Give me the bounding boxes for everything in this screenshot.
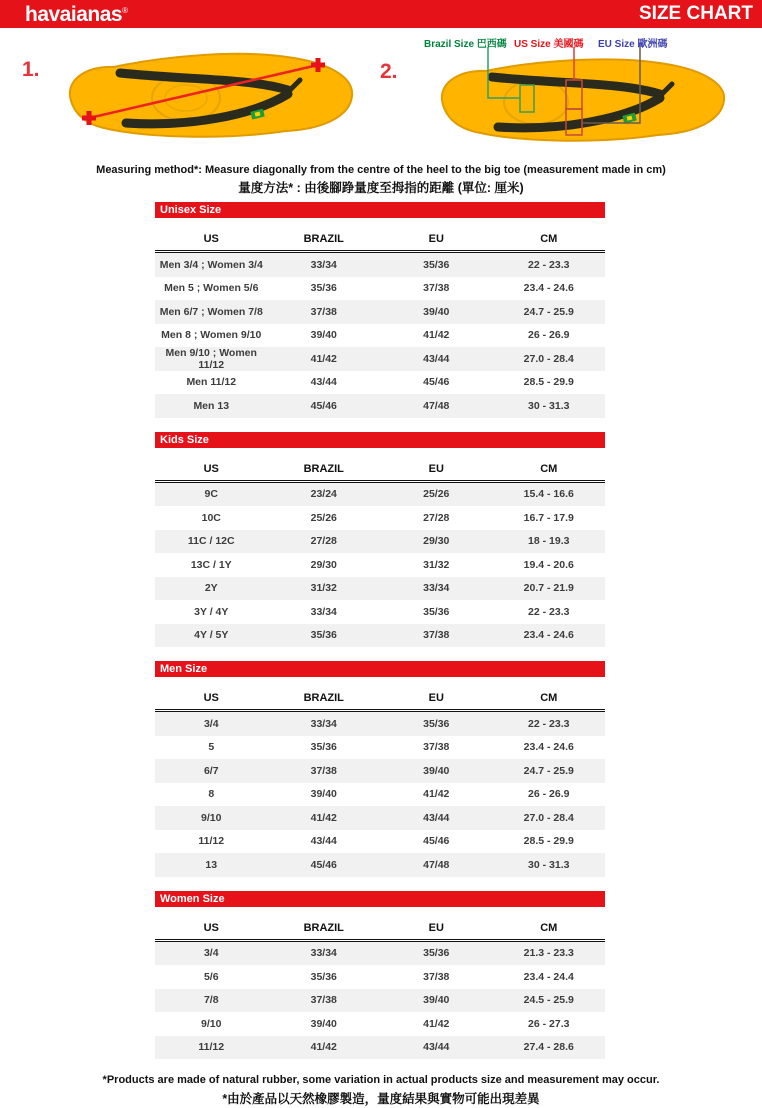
table-row xyxy=(155,712,605,736)
table-cell: 33/34 xyxy=(423,582,450,595)
table-row xyxy=(155,783,605,807)
table-cell: 27.0 - 28.4 xyxy=(523,352,574,365)
table-cell: 24.7 - 25.9 xyxy=(523,764,574,777)
table-cell: 5 xyxy=(208,741,215,754)
table-header-row xyxy=(155,690,605,712)
table-cell: 31/32 xyxy=(310,582,337,595)
flipflop-1-illustration xyxy=(0,34,372,152)
table-cell: 24.5 - 25.9 xyxy=(523,994,574,1007)
footnote-zh: *由於產品以天然橡膠製造，量度結果與實物可能出現差異 xyxy=(222,1092,540,1106)
table-cell: 27/28 xyxy=(423,511,450,524)
flipflop-sole xyxy=(442,59,724,140)
table-body xyxy=(155,253,605,418)
section-banner: Men Size xyxy=(155,661,605,677)
table-row xyxy=(155,942,605,966)
table-row xyxy=(155,806,605,830)
brazil-size-label: Brazil Size 巴西碼 xyxy=(424,39,507,50)
table-cell: 13C / 1Y xyxy=(190,558,232,571)
table-cell: 11C / 12C xyxy=(187,535,235,548)
column-header: US xyxy=(203,692,219,704)
table-cell: Men 5 ; Women 5/6 xyxy=(164,282,259,295)
table-cell: 30 - 31.3 xyxy=(528,858,570,871)
table-cell: 27.4 - 28.6 xyxy=(523,1041,574,1054)
table-cell: 18 - 19.3 xyxy=(528,535,570,548)
table-cell: 11/12 xyxy=(198,1041,225,1054)
table-row xyxy=(155,324,605,348)
table-cell: Men 6/7 ; Women 7/8 xyxy=(159,305,263,318)
table-cell: 35/36 xyxy=(310,282,337,295)
figure-diagonal-measure xyxy=(0,34,372,154)
table-cell: 35/36 xyxy=(310,629,337,642)
eu-size-label: EU Size 歐洲碼 xyxy=(598,39,668,50)
column-header: CM xyxy=(540,921,558,934)
table-cell: 35/36 xyxy=(423,947,450,960)
table-cell: 45/46 xyxy=(310,399,337,412)
table-row xyxy=(155,506,605,530)
flipflop-2-illustration xyxy=(400,34,750,152)
table-cell: 35/36 xyxy=(423,717,450,730)
table-cell: 24.7 - 25.9 xyxy=(523,305,574,318)
measuring-method-zh: 量度方法* : 由後腳踭量度至拇指的距離 (單位: 厘米) xyxy=(238,181,524,195)
table-cell: 16.7 - 17.9 xyxy=(523,511,574,524)
column-header: US xyxy=(203,462,219,475)
us-size-label: US Size 美國碼 xyxy=(514,39,584,50)
table-cell: 37/38 xyxy=(423,741,450,754)
table-cell: 22 - 23.3 xyxy=(528,717,570,730)
table-cell: 3/4 xyxy=(203,947,219,960)
table-cell: 11/12 xyxy=(198,835,225,848)
table-cell: 35/36 xyxy=(310,970,337,983)
table-cell: 43/44 xyxy=(423,811,450,824)
section-banner: Women Size xyxy=(155,891,605,907)
table-cell: 47/48 xyxy=(423,399,450,412)
table-cell: 41/42 xyxy=(423,1017,450,1030)
table-cell: 39/40 xyxy=(423,305,450,318)
table-row xyxy=(155,736,605,760)
table-cell: 15.4 - 16.6 xyxy=(523,488,574,501)
table-header-row xyxy=(155,461,605,483)
table-cell: 39/40 xyxy=(423,994,450,1007)
table-row xyxy=(155,483,605,507)
table-cell: 23.4 - 24.6 xyxy=(523,282,574,295)
column-header: EU xyxy=(428,692,444,704)
table-cell: 31/32 xyxy=(423,558,450,571)
table-cell: 39/40 xyxy=(310,1017,337,1030)
section-banner: Unisex Size xyxy=(155,202,605,218)
table-cell: 23.4 - 24.4 xyxy=(523,970,574,983)
measuring-method-en: Measuring method*: Measure diagonally from the centre of the heel to the big toe (measurement made in cm) xyxy=(96,164,666,176)
table-cell: 9C xyxy=(204,488,218,501)
logo-text: havaianas xyxy=(25,2,123,26)
table-cell: 19.4 - 20.6 xyxy=(523,558,574,571)
table-cell: 13 xyxy=(205,858,218,871)
table-cell: 45/46 xyxy=(423,835,450,848)
table-cell: 37/38 xyxy=(310,994,337,1007)
table-row xyxy=(155,371,605,395)
column-header: US xyxy=(203,233,219,245)
column-header: BRAZIL xyxy=(303,692,344,704)
table-header-row xyxy=(155,920,605,942)
column-header: CM xyxy=(540,692,558,704)
table-cell: 35/36 xyxy=(310,741,337,754)
table-cell: 41/42 xyxy=(423,788,450,801)
table-cell: 10C xyxy=(201,511,221,524)
size-table xyxy=(155,231,605,418)
table-cell: Men 11/12 xyxy=(186,376,237,389)
table-cell: 4Y / 5Y xyxy=(194,629,229,642)
size-table xyxy=(155,920,605,1060)
table-cell: 39/40 xyxy=(310,329,337,342)
table-cell: 27/28 xyxy=(310,535,337,548)
figure1-number: 1. xyxy=(22,58,40,81)
table-cell: 7/8 xyxy=(203,994,219,1007)
table-cell: 41/42 xyxy=(310,352,337,365)
table-cell: 26 - 27.3 xyxy=(528,1017,570,1030)
table-cell: 41/42 xyxy=(423,329,450,342)
table-cell: 3Y / 4Y xyxy=(194,605,229,618)
measurement-figures xyxy=(0,34,762,154)
size-table xyxy=(155,461,605,648)
table-cell: Men 9/10 ; Women 11/12 xyxy=(165,346,257,371)
measuring-method-note xyxy=(0,163,762,197)
table-row xyxy=(155,600,605,624)
table-cell: 29/30 xyxy=(310,558,337,571)
table-cell: 3/4 xyxy=(203,717,219,730)
table-cell: 23.4 - 24.6 xyxy=(523,741,574,754)
table-row xyxy=(155,300,605,324)
table-cell: 43/44 xyxy=(423,1041,450,1054)
table-cell: 9/10 xyxy=(201,1017,222,1030)
table-cell: 43/44 xyxy=(310,835,337,848)
table-row xyxy=(155,253,605,277)
table-cell: 39/40 xyxy=(310,788,337,801)
size-tables xyxy=(0,202,762,1059)
table-row xyxy=(155,965,605,989)
table-cell: 26 - 26.9 xyxy=(528,788,570,801)
table-cell: 41/42 xyxy=(310,1041,337,1054)
table-cell: 23/24 xyxy=(310,488,337,501)
column-header: BRAZIL xyxy=(303,462,344,475)
table-cell: 28.5 - 29.9 xyxy=(523,376,574,389)
table-cell: 41/42 xyxy=(310,811,337,824)
table-cell: 37/38 xyxy=(423,629,450,642)
table-cell: 9/10 xyxy=(201,811,222,824)
table-header-row xyxy=(155,231,605,253)
table-row xyxy=(155,347,605,371)
table-cell: 33/34 xyxy=(310,717,337,730)
table-row xyxy=(155,853,605,877)
table-cell: 23.4 - 24.6 xyxy=(523,629,574,642)
table-row xyxy=(155,394,605,418)
table-cell: 8 xyxy=(208,788,215,801)
table-cell: 28.5 - 29.9 xyxy=(523,835,574,848)
column-header: BRAZIL xyxy=(303,233,344,245)
column-header: BRAZIL xyxy=(303,921,344,934)
table-row xyxy=(155,830,605,854)
havaianas-logo xyxy=(25,4,127,25)
size-section xyxy=(155,891,605,1060)
table-body xyxy=(155,942,605,1060)
table-cell: 45/46 xyxy=(310,858,337,871)
table-cell: 33/34 xyxy=(310,947,337,960)
size-section xyxy=(155,432,605,648)
table-cell: 37/38 xyxy=(310,305,337,318)
table-cell: 26 - 26.9 xyxy=(528,329,570,342)
size-section xyxy=(155,661,605,877)
table-row xyxy=(155,553,605,577)
table-cell: 27.0 - 28.4 xyxy=(523,811,574,824)
table-cell: 45/46 xyxy=(423,376,450,389)
table-cell: Men 13 xyxy=(193,399,230,412)
table-cell: Men 3/4 ; Women 3/4 xyxy=(159,258,263,271)
section-banner: Kids Size xyxy=(155,432,605,448)
table-cell: 35/36 xyxy=(423,258,450,271)
table-cell: 37/38 xyxy=(423,970,450,983)
size-table xyxy=(155,690,605,877)
table-cell: 33/34 xyxy=(310,258,337,271)
table-cell: 2Y xyxy=(204,582,218,595)
table-body xyxy=(155,712,605,877)
column-header: CM xyxy=(540,462,558,475)
figure-size-locations xyxy=(372,34,762,154)
column-header: CM xyxy=(540,233,558,245)
footnote-en: *Products are made of natural rubber, some variation in actual products size and measurement may occur. xyxy=(102,1074,660,1086)
table-cell: 33/34 xyxy=(310,605,337,618)
page-title: SIZE CHART xyxy=(639,3,753,24)
table-row xyxy=(155,624,605,648)
table-cell: 37/38 xyxy=(423,282,450,295)
table-cell: 22 - 23.3 xyxy=(528,258,570,271)
header-bar xyxy=(0,0,762,28)
table-cell: 35/36 xyxy=(423,605,450,618)
table-row xyxy=(155,530,605,554)
table-cell: 30 - 31.3 xyxy=(528,399,570,412)
column-header: EU xyxy=(428,462,444,475)
table-cell: 21.3 - 23.3 xyxy=(523,947,574,960)
table-cell: 39/40 xyxy=(423,764,450,777)
table-row xyxy=(155,1036,605,1060)
table-body xyxy=(155,483,605,648)
table-row xyxy=(155,759,605,783)
column-header: EU xyxy=(428,921,444,934)
table-cell: 29/30 xyxy=(423,535,450,548)
table-row xyxy=(155,277,605,301)
figure2-number: 2. xyxy=(380,60,398,83)
table-row xyxy=(155,1012,605,1036)
table-cell: 6/7 xyxy=(203,764,219,777)
table-row xyxy=(155,577,605,601)
table-cell: 43/44 xyxy=(310,376,337,389)
table-cell: 37/38 xyxy=(310,764,337,777)
footnote xyxy=(0,1073,762,1108)
size-section xyxy=(155,202,605,418)
table-cell: 20.7 - 21.9 xyxy=(523,582,574,595)
table-cell: 25/26 xyxy=(310,511,337,524)
registered-mark: ® xyxy=(122,5,128,15)
table-cell: 22 - 23.3 xyxy=(528,605,570,618)
column-header: US xyxy=(203,921,219,934)
table-cell: 43/44 xyxy=(423,352,450,365)
table-row xyxy=(155,989,605,1013)
column-header: EU xyxy=(428,233,444,245)
table-cell: 25/26 xyxy=(423,488,450,501)
table-cell: Men 8 ; Women 9/10 xyxy=(161,329,262,342)
table-cell: 5/6 xyxy=(203,970,219,983)
table-cell: 47/48 xyxy=(423,858,450,871)
